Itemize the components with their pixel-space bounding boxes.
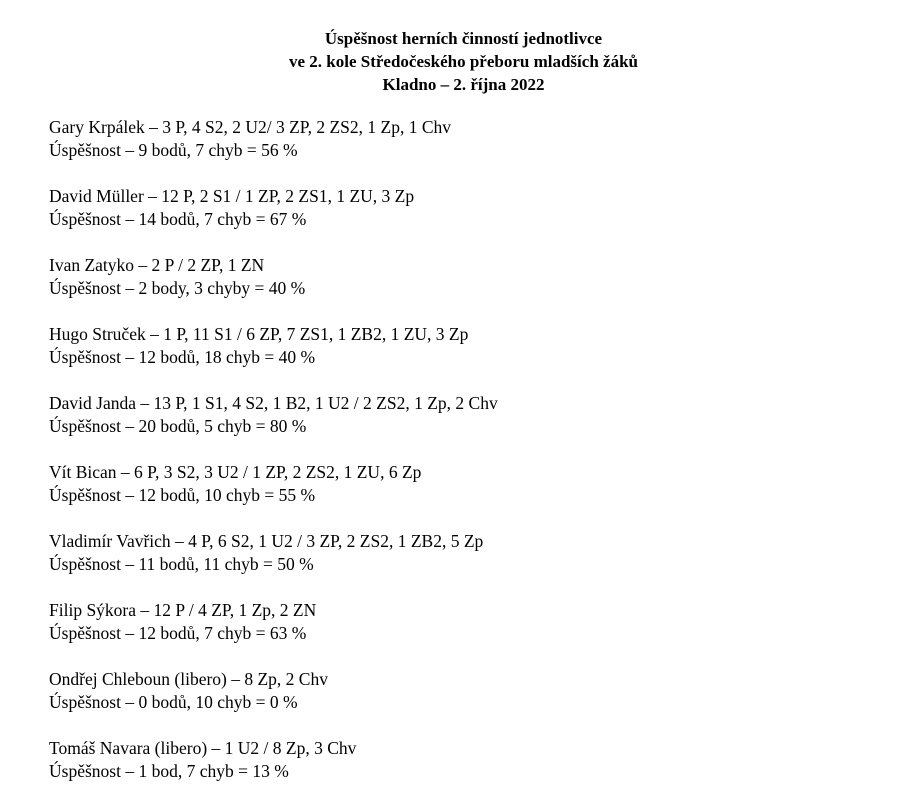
- player-stats-line: Vít Bican – 6 P, 3 S2, 3 U2 / 1 ZP, 2 ZS2, 1 ZU, 6 Zp: [49, 462, 422, 482]
- title-line-1: Úspěšnost herních činností jednotlivce: [324, 29, 603, 48]
- player-success-line: Úspěšnost – 1 bod, 7 chyb = 13 %: [49, 761, 289, 781]
- title-line-2: ve 2. kole Středočeského přeboru mladších žáků: [289, 52, 638, 71]
- player-entry: [49, 254, 889, 323]
- player-stats-line: David Müller – 12 P, 2 S1 / 1 ZP, 2 ZS1, 1 ZU, 3 Zp: [49, 186, 415, 206]
- player-success-line: Úspěšnost – 9 bodů, 7 chyb = 56 %: [49, 140, 298, 160]
- player-success-line: Úspěšnost – 14 bodů, 7 chyb = 67 %: [49, 209, 307, 229]
- title-line-3: Kladno – 2. října 2022: [382, 75, 545, 94]
- player-stats-line: Tomáš Navara (libero) – 1 U2 / 8 Zp, 3 Chv: [49, 738, 357, 758]
- player-stats-line: Gary Krpálek – 3 P, 4 S2, 2 U2/ 3 ZP, 2 ZS2, 1 Zp, 1 Chv: [49, 117, 452, 137]
- player-entry: [49, 185, 889, 254]
- player-entry: [49, 392, 889, 461]
- player-success-line: Úspěšnost – 11 bodů, 11 chyb = 50 %: [49, 554, 314, 574]
- player-success-line: Úspěšnost – 12 bodů, 10 chyb = 55 %: [49, 485, 316, 505]
- player-stats-line: Ondřej Chleboun (libero) – 8 Zp, 2 Chv: [49, 669, 328, 689]
- player-list: [49, 116, 889, 806]
- player-entry: [49, 668, 889, 737]
- player-success-line: Úspěšnost – 0 bodů, 10 chyb = 0 %: [49, 692, 298, 712]
- player-success-line: Úspěšnost – 2 body, 3 chyby = 40 %: [49, 278, 306, 298]
- player-stats-line: David Janda – 13 P, 1 S1, 4 S2, 1 B2, 1 U2 / 2 ZS2, 1 Zp, 2 Chv: [49, 393, 498, 413]
- player-entry: [49, 116, 889, 185]
- player-entry: [49, 599, 889, 668]
- player-stats-line: Hugo Struček – 1 P, 11 S1 / 6 ZP, 7 ZS1, 1 ZB2, 1 ZU, 3 Zp: [49, 324, 469, 344]
- player-entry: [49, 461, 889, 530]
- player-success-line: Úspěšnost – 20 bodů, 5 chyb = 80 %: [49, 416, 307, 436]
- player-stats-line: Vladimír Vavřich – 4 P, 6 S2, 1 U2 / 3 ZP, 2 ZS2, 1 ZB2, 5 Zp: [49, 531, 484, 551]
- player-success-line: Úspěšnost – 12 bodů, 7 chyb = 63 %: [49, 623, 307, 643]
- player-entry: [49, 530, 889, 599]
- player-stats-line: Ivan Zatyko – 2 P / 2 ZP, 1 ZN: [49, 255, 265, 275]
- player-success-line: Úspěšnost – 12 bodů, 18 chyb = 40 %: [49, 347, 316, 367]
- player-entry: [49, 737, 889, 806]
- document-header: [0, 27, 917, 96]
- player-stats-line: Filip Sýkora – 12 P / 4 ZP, 1 Zp, 2 ZN: [49, 600, 317, 620]
- player-entry: [49, 323, 889, 392]
